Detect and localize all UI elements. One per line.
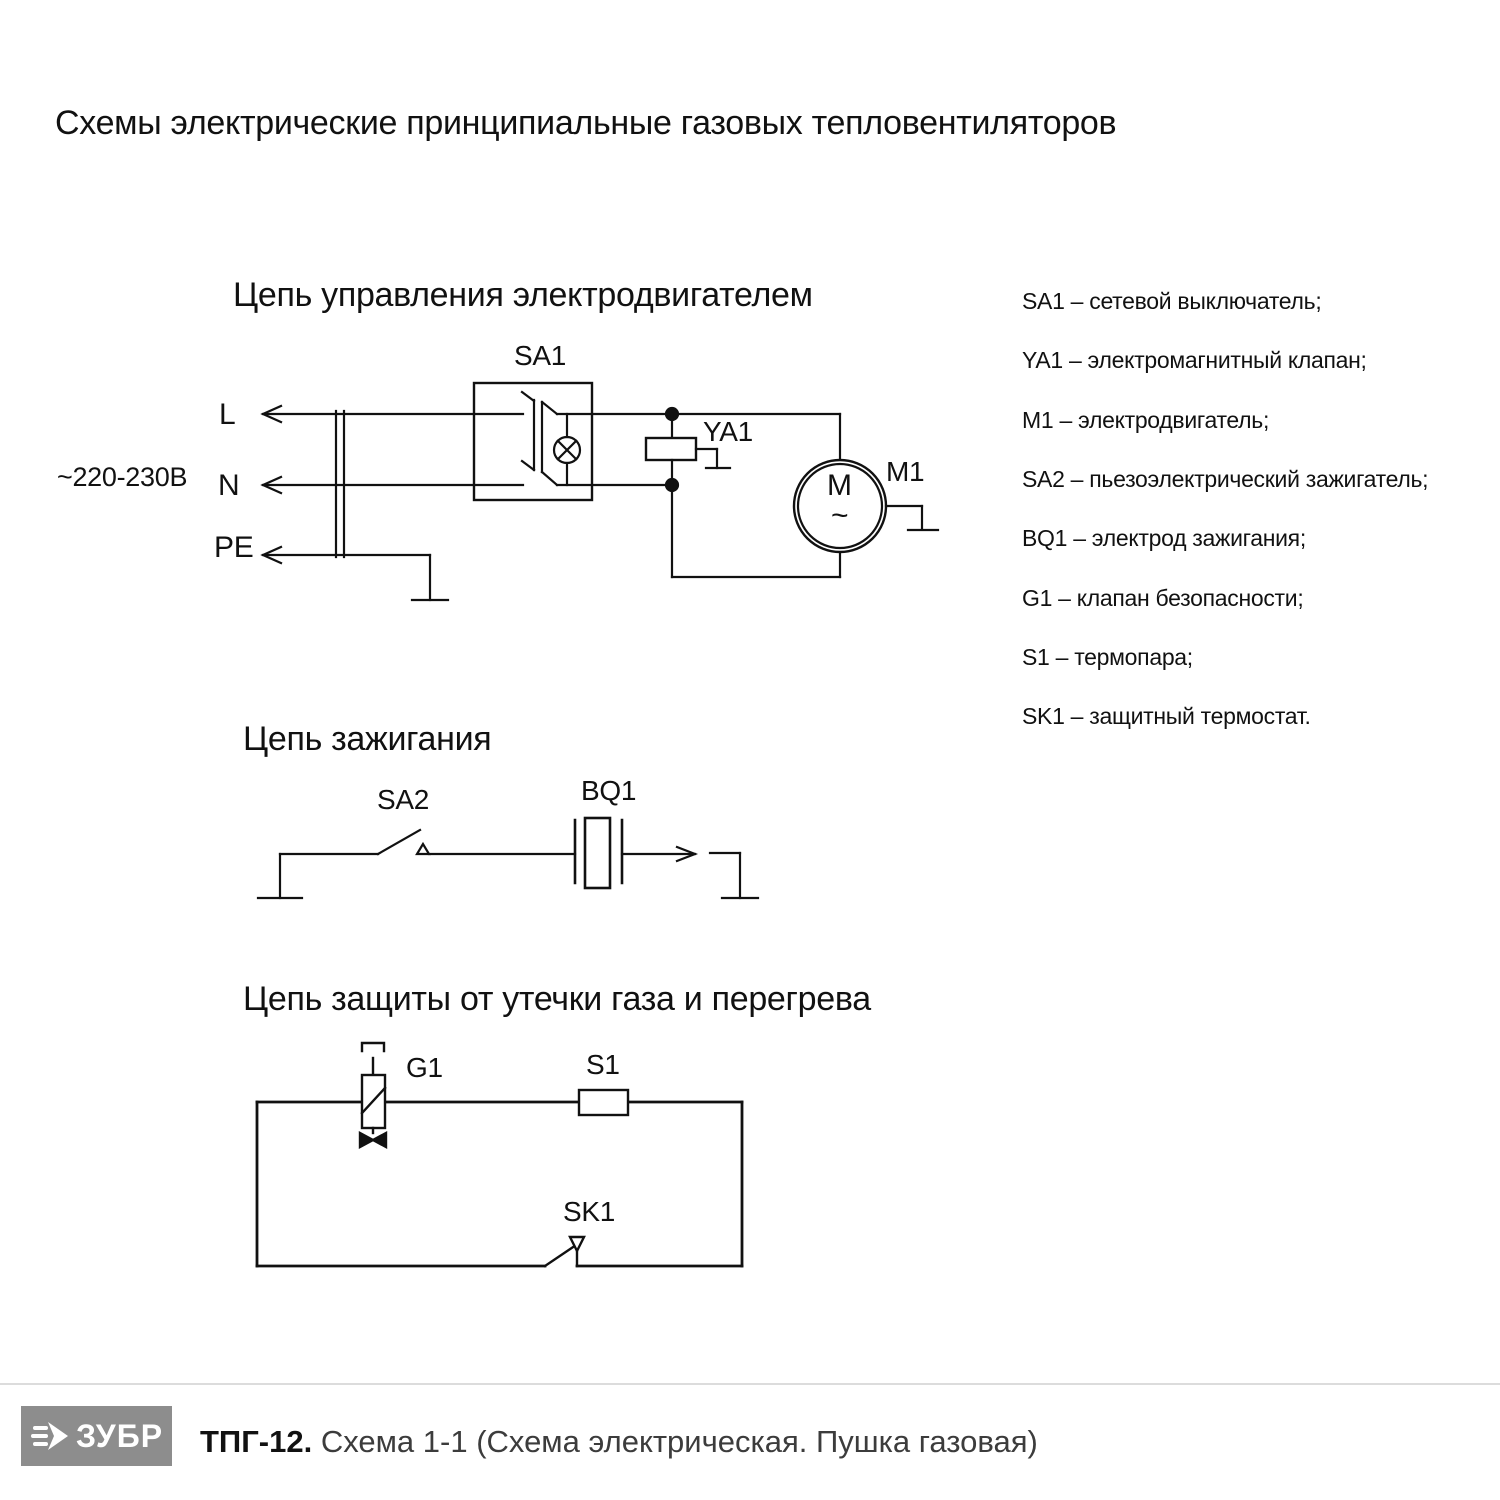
sa2-switch-symbol — [378, 830, 429, 854]
legend-item: YA1 – электромагнитный клапан; — [1022, 347, 1367, 373]
page-title: Схемы электрические принципиальные газовых тепловентиляторов — [55, 104, 1117, 142]
terminal-pe-label: PE — [214, 531, 254, 564]
circuit3-title: Цепь защиты от утечки газа и перегрева — [243, 980, 871, 1018]
g1-label: G1 — [406, 1052, 443, 1083]
sa1-switch-symbol — [474, 383, 592, 500]
legend-item: SK1 – защитный термостат. — [1022, 703, 1311, 729]
sa1-label: SA1 — [514, 340, 567, 371]
legend-item: BQ1 – электрод зажигания; — [1022, 525, 1306, 551]
bq1-label: BQ1 — [581, 775, 637, 806]
footer-divider — [0, 1383, 1500, 1385]
ground-icon — [710, 853, 758, 898]
supply-terminals — [263, 406, 474, 563]
zubr-bison-icon — [30, 1415, 72, 1457]
s1-label: S1 — [586, 1049, 620, 1080]
ground-icon — [258, 854, 302, 898]
ground-icon — [412, 555, 448, 600]
sk1-thermostat-symbol — [545, 1237, 584, 1266]
bq1-electrode-symbol — [575, 818, 622, 888]
ground-icon — [696, 449, 730, 468]
circuit-ignition — [258, 818, 758, 898]
motor-ac-symbol: ~ — [831, 499, 849, 532]
legend-item: S1 – термопара; — [1022, 644, 1193, 670]
circuit1-title: Цепь управления электродвигателем — [233, 276, 813, 314]
legend-item: SA2 – пьезоэлектрический зажигатель; — [1022, 466, 1429, 492]
legend-item: M1 – электродвигатель; — [1022, 407, 1270, 433]
zubr-logo — [21, 1406, 172, 1466]
s1-thermocouple-symbol — [579, 1090, 628, 1115]
sa2-label: SA2 — [377, 784, 430, 815]
footer-caption: Схема 1-1 (Схема электрическая. Пушка газовая) — [320, 1424, 1038, 1459]
supply-voltage-label: ~220-230В — [57, 462, 188, 492]
legend-item: G1 – клапан безопасности; — [1022, 585, 1304, 611]
footer-model: ТПГ-12. — [200, 1424, 313, 1459]
sk1-label: SK1 — [563, 1196, 616, 1227]
g1-valve-symbol — [360, 1043, 386, 1147]
ya1-label: YA1 — [703, 416, 753, 447]
circuit-protection — [257, 1043, 742, 1266]
terminal-n-label: N — [218, 469, 240, 502]
zubr-logo-text: ЗУБР — [75, 1417, 164, 1454]
m1-label: M1 — [886, 456, 925, 487]
valve-icon — [360, 1133, 386, 1147]
lamp-icon — [554, 414, 580, 485]
terminal-l-label: L — [219, 398, 236, 431]
motor-letter: M — [827, 469, 852, 502]
circuit2-title: Цепь зажигания — [243, 720, 492, 758]
legend-item: SA1 – сетевой выключатель; — [1022, 288, 1322, 314]
footer-caption-row — [200, 1424, 1038, 1460]
ground-icon — [886, 506, 938, 530]
